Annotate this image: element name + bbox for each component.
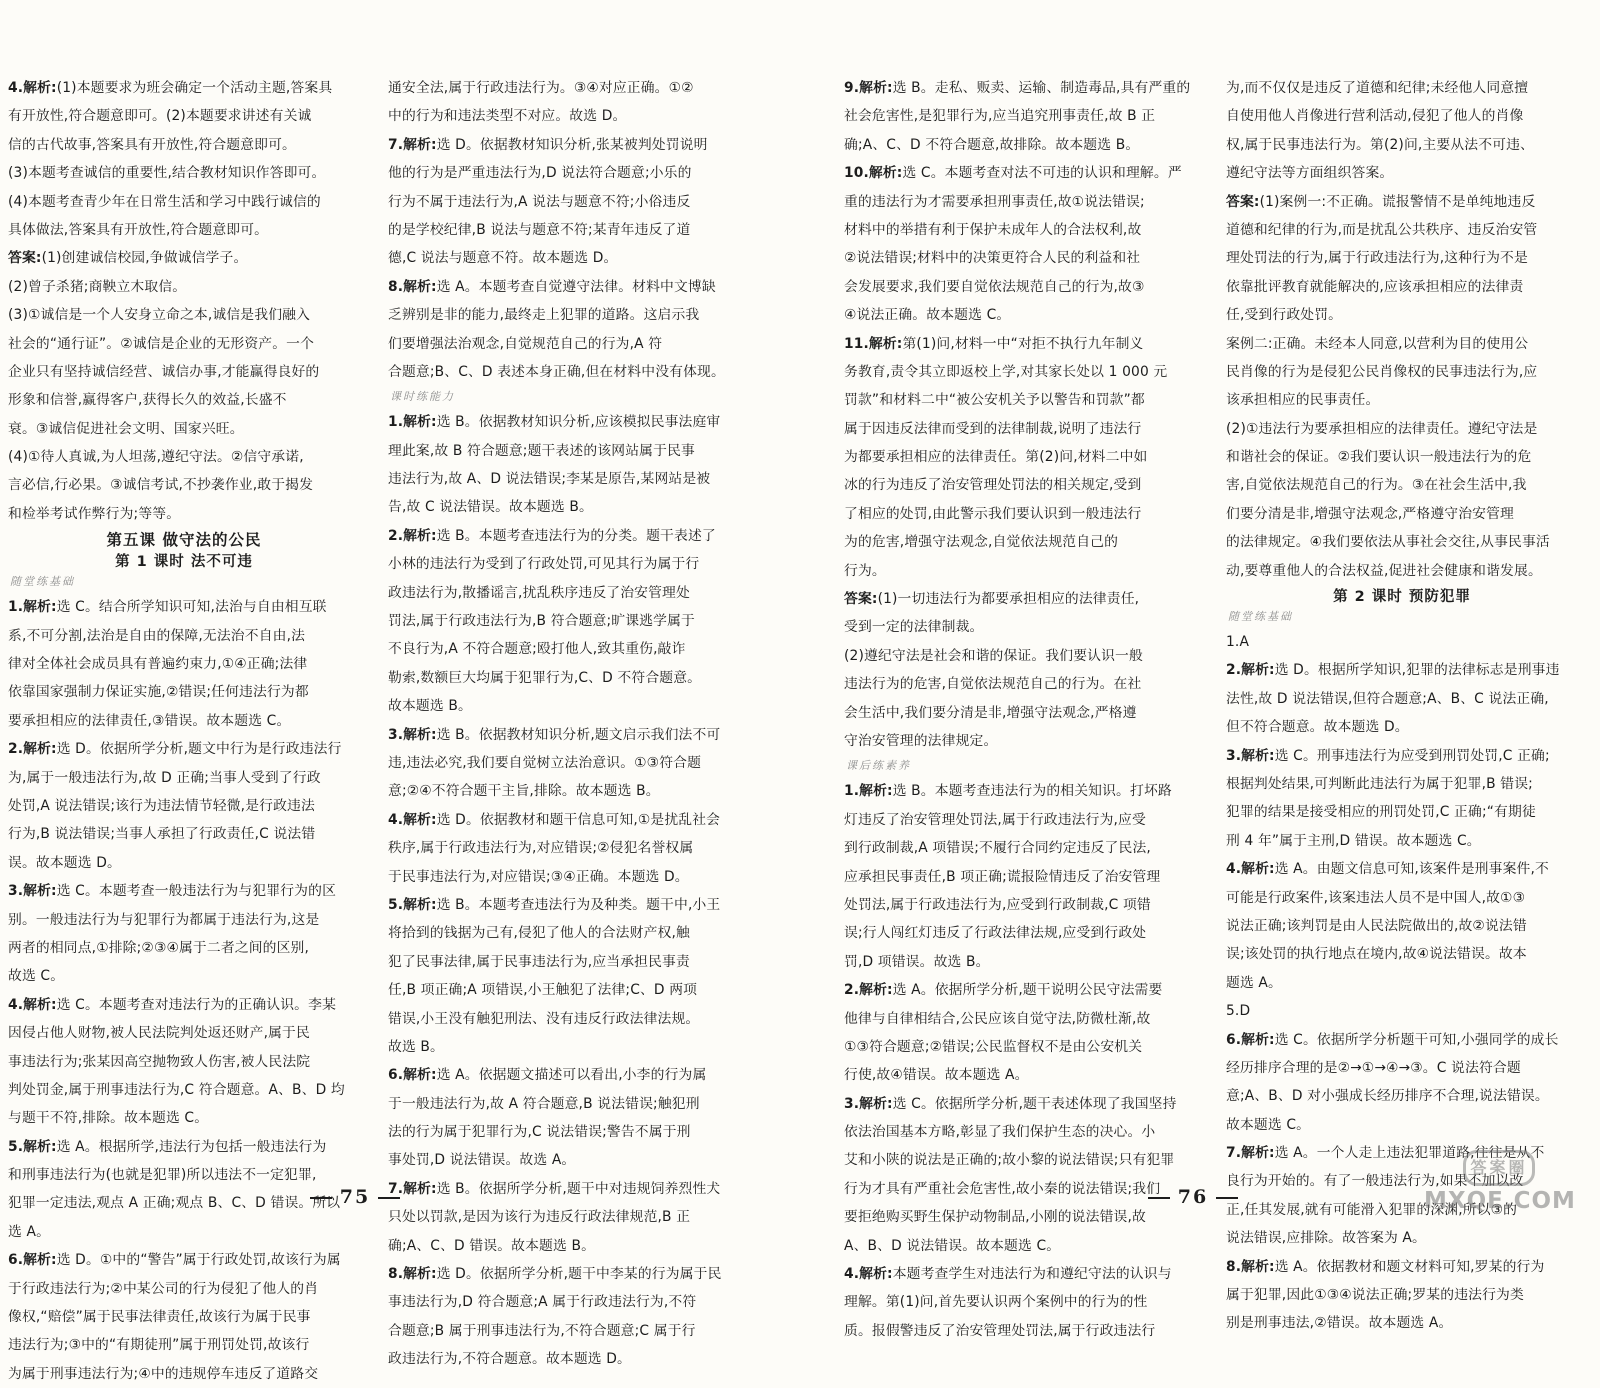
- text-line: 8.解析:选 D。依据所学分析,题干中李某的行为属于民: [388, 1266, 722, 1283]
- text-line: 通安全法,属于行政违法行为。③④对应正确。①②: [388, 80, 694, 96]
- text-line: 德,C 说法与题意不符。故本题选 D。: [388, 250, 618, 267]
- answer-marker: 8.解析:: [388, 278, 437, 295]
- text-line: 告,故 C 说法错误。故本题选 B。: [388, 499, 593, 516]
- text-line: 到行政制裁,A 项错误;不履行合同约定违反了民法,: [844, 840, 1151, 857]
- answer-marker: 5.解析:: [8, 1138, 57, 1155]
- text-line: 故本题选 C。: [1226, 1116, 1311, 1133]
- answer-marker: 6.解析:: [388, 1067, 437, 1084]
- text-line: ②说法错误;材料中的决策更符合人民的利益和社: [844, 250, 1141, 267]
- dash-decoration: [310, 1197, 332, 1199]
- text-line: (3)本题考查诚信的重要性,结合教材知识作答即可。: [8, 165, 326, 182]
- answer-marker: 7.解析:: [388, 136, 437, 153]
- answer-marker: 1.解析:: [388, 414, 437, 431]
- answer-marker: 9.解析:: [844, 80, 893, 96]
- text-line: 形象和信誉,赢得客户,获得长久的效益,长盛不: [8, 392, 287, 409]
- text-line: 误。故本题选 D。: [8, 854, 121, 871]
- dash-decoration: [378, 1197, 400, 1199]
- text-line: 遵纪守法等方面组织答案。: [1226, 165, 1394, 182]
- answer-marker: 11.解析:: [844, 335, 903, 352]
- column-2: [388, 74, 740, 1374]
- text-line: 判处罚金,属于刑事违法行为,C 符合题意。A、B、D 均: [8, 1081, 345, 1098]
- text-line: 会发展要求,我们要自觉依法规范自己的行为,故③: [844, 278, 1145, 295]
- text-line: 系,不可分割,法治是自由的保障,无法治不自由,法: [8, 627, 306, 644]
- text-line: 8.解析:选 A。本题考查自觉遵守法律。材料中文博缺: [388, 278, 716, 295]
- text-line: 将拾到的钱据为己有,侵犯了他人的合法财产权,触: [388, 925, 690, 942]
- text-line: 行为才具有严重社会危害性,故小秦的说法错误;我们: [844, 1180, 1161, 1197]
- text-line: 6.解析:选 C。依据所学分析题干可知,小强同学的成长: [1226, 1031, 1559, 1048]
- text-line: 行使,故④错误。故本题选 A。: [844, 1067, 1029, 1084]
- text-line: (3)①诚信是一个人安身立命之本,诚信是我们融入: [8, 307, 311, 324]
- text-line: 但不符合题意。故本题选 D。: [1226, 719, 1409, 736]
- text-line: 4.解析:选 D。依据教材和题干信息可知,①是扰乱社会: [388, 811, 721, 828]
- text-line: 中的行为和违法类型不对应。故选 D。: [388, 108, 627, 125]
- text-line: 处罚,A 说法错误;该行为违法情节轻微,是行政违法: [8, 797, 315, 814]
- text-line: 政违法行为,散播谣言,扰乱秩序违反了治安管理处: [388, 584, 690, 601]
- text-line: 衰。③诚信促进社会文明、国家兴旺。: [8, 420, 244, 437]
- text-line: 的法律规定。④我们要依法从事社会交往,从事民事活: [1226, 534, 1550, 551]
- text-line: 重的违法行为才需要承担刑事责任,故①说法错误;: [844, 193, 1145, 210]
- text-line: 可能是行政案件,该案违法人员不是中国人,故①③: [1226, 889, 1526, 906]
- text-line: 9.解析:选 B。走私、贩卖、运输、制造毒品,具有严重的: [844, 80, 1191, 96]
- column-3: [844, 74, 1196, 1345]
- text-line: 违法行为,故 A、D 说法错误;李某是原告,某网站是被: [388, 471, 711, 488]
- text-line: 道德和纪律的行为,而是扰乱公共秩序、违反治安管: [1226, 221, 1538, 238]
- text-line: 的是学校纪律,B 说法与题意不符;某青年违反了道: [388, 221, 691, 238]
- text-line: 罚法,属于行政违法行为,B 符合题意;旷课逃学属于: [388, 613, 695, 630]
- text-line: 应承担民事责任,B 项正确;谎报险情违反了治安管理: [844, 868, 1161, 885]
- text-line: 1.解析:选 C。结合所学知识可知,法治与自由相互联: [8, 599, 327, 616]
- text-line: 因侵占他人财物,被人民法院判处返还财产,属于民: [8, 1025, 310, 1042]
- lesson-title: 第五课 做守法的公民: [106, 531, 262, 550]
- text-line: 行为,B 说法错误;当事人承担了行政责任,C 说法错: [8, 826, 316, 843]
- text-line: 答案:(1)案例一:不正确。谎报警情不是单纯地违反: [1226, 193, 1536, 210]
- text-line: 像权,“赔偿”属于民事法律责任,故该行为属于民事: [8, 1309, 311, 1326]
- text-line: 10.解析:选 C。本题考查对法不可违的认识和理解。严: [844, 165, 1182, 182]
- text-line: 要承担相应的法律责任,③错误。故本题选 C。: [8, 712, 291, 729]
- answer-marker: 7.解析:: [1226, 1145, 1275, 1162]
- text-line: 信的古代故事,答案具有开放性,符合题意即可。: [8, 136, 297, 153]
- answer-marker: 答案:: [844, 591, 878, 608]
- text-line: (2)①违法行为要承担相应的法律责任。遵纪守法是: [1226, 420, 1538, 437]
- text-line: 不良行为,A 不符合题意;殴打他人,致其重伤,敲诈: [388, 641, 686, 658]
- answer-marker: 2.解析:: [388, 527, 437, 544]
- text-line: 们要分清是非,增强守法观念,严格遵守治安管理: [1226, 505, 1515, 522]
- answer-marker: 2.解析:: [8, 741, 57, 758]
- column-4: [1226, 74, 1578, 1338]
- text-line: 们要增强法治观念,自觉规范自己的行为,A 符: [388, 335, 663, 352]
- section-label: 课后练素养: [846, 759, 911, 773]
- text-line: 权,属于民事违法行为。第(2)问,主要从法不可违、: [1226, 136, 1535, 153]
- text-line: 为,属于一般违法行为,故 D 正确;当事人受到了行政: [8, 769, 321, 786]
- text-line: 说法错误,应排除。故答案为 A。: [1226, 1230, 1426, 1247]
- text-line: (2)曾子杀猪;商鞅立木取信。: [8, 278, 187, 295]
- text-line: 正,任其发展,就有可能滑入犯罪的深渊,所以③的: [1226, 1201, 1518, 1218]
- text-line: 属于犯罪,因此①③④说法正确;罗某的违法行为类: [1226, 1287, 1524, 1304]
- text-line: 2.解析:选 D。根据所学知识,犯罪的法律标志是刑事违: [1226, 662, 1560, 679]
- answer-marker: 3.解析:: [844, 1095, 893, 1112]
- text-line: (4)①待人真诚,为人坦荡,遵纪守法。②信守承诺,: [8, 449, 304, 466]
- answer-marker: 6.解析:: [1226, 1031, 1275, 1048]
- text-line: 7.解析:选 B。依据所学分析,题干中对违规饲养烈性犬: [388, 1180, 721, 1197]
- text-line: 为的危害,增强守法观念,自觉依法规范自己的: [844, 534, 1119, 551]
- text-line: 任,B 项正确;A 项错误,小王触犯了法律;C、D 两项: [388, 982, 698, 999]
- text-line: 受到一定的法律制裁。: [844, 619, 984, 636]
- text-line: 为属于刑事违法行为;④中的违规停车违反了道路交: [8, 1365, 319, 1382]
- text-line: 答案:(1)一切违法行为都要承担相应的法律责任,: [844, 591, 1140, 608]
- text-line: 为都要承担相应的法律责任。第(2)问,材料二中如: [844, 449, 1148, 466]
- text-line: 合题意;B 属于刑事违法行为,不符合题意;C 属于行: [388, 1322, 696, 1339]
- dash-decoration: [1216, 1197, 1238, 1199]
- text-line: 良行为开始的。有了一般违法行为,如果不加以改: [1226, 1173, 1524, 1190]
- text-line: 为,而不仅仅是违反了道德和纪律;未经他人同意擅: [1226, 80, 1529, 96]
- text-line: 罚款”和材料二中“被公安机关予以警告和罚款”都: [844, 392, 1145, 409]
- answer-marker: 答案:: [1226, 193, 1260, 210]
- answer-marker: 答案:: [8, 250, 42, 267]
- text-line: 2.解析:选 D。依据所学分析,题文中行为是行政违法行: [8, 741, 342, 758]
- text-line: 行为。: [844, 562, 886, 579]
- text-line: 具体做法,答案具有开放性,符合题意即可。: [8, 221, 269, 238]
- answer-marker: 4.解析:: [8, 996, 57, 1013]
- text-line: 1.解析:选 B。本题考查违法行为的相关知识。打坏路: [844, 783, 1172, 800]
- dash-decoration: [1148, 1197, 1170, 1199]
- text-line: 勒索,数额巨大均属于犯罪行为,C、D 不符合题意。: [388, 669, 702, 686]
- text-line: 错误,小王没有触犯刑法、没有违反行政法律法规。: [388, 1010, 700, 1027]
- text-line: 4.解析:(1)本题要求为班会确定一个活动主题,答案具: [8, 80, 333, 96]
- text-line: 任,受到行政处罚。: [1226, 307, 1343, 324]
- text-line: (4)本题考查青少年在日常生活和学习中践行诚信的: [8, 193, 321, 210]
- text-line: 有开放性,符合题意即可。(2)本题要求讲述有关诚: [8, 108, 312, 125]
- left-page: [0, 0, 792, 1382]
- text-line: 选 A。: [8, 1223, 51, 1240]
- text-line: 他的行为是严重违法行为,D 说法符合题意;小乐的: [388, 165, 692, 182]
- answer-marker: 5.解析:: [388, 896, 437, 913]
- text-line: 务教育,责令其立即返校上学,对其家长处以 1 000 元: [844, 363, 1168, 380]
- text-line: 根据判处结果,可判断此违法行为属于犯罪,B 错误;: [1226, 775, 1533, 792]
- text-line: 与题干不符,排除。故本题选 C。: [8, 1110, 209, 1127]
- text-line: 刑 4 年”属于主刑,D 错误。故本题选 C。: [1226, 832, 1481, 849]
- answer-marker: 1.解析:: [844, 783, 893, 800]
- text-line: 罚,D 项错误。故选 B。: [844, 953, 990, 970]
- period-title: 第 2 课时 预防犯罪: [1333, 589, 1471, 606]
- text-line: 他律与自律相结合,公民应该自觉守法,防微杜渐,故: [844, 1010, 1151, 1027]
- answer-marker: 3.解析:: [8, 883, 57, 900]
- text-line: 守治安管理的法律规定。: [844, 732, 998, 749]
- text-line: 3.解析:选 C。本题考查一般违法行为与犯罪行为的区: [8, 883, 337, 900]
- text-line: 1.A: [1226, 634, 1250, 651]
- text-line: 于民事违法行为,对应错误;③④正确。本题选 D。: [388, 868, 689, 885]
- section-label: 随堂练基础: [10, 575, 75, 589]
- answer-marker: 8.解析:: [1226, 1258, 1275, 1275]
- text-line: 小林的违法行为受到了行政处罚,可见其行为属于行: [388, 556, 700, 573]
- text-line: 题选 A。: [1226, 974, 1282, 991]
- text-line: 4.解析:选 A。由题文信息可知,该案件是刑事案件,不: [1226, 861, 1549, 878]
- text-line: 别是刑事违法,②错误。故本题选 A。: [1226, 1315, 1453, 1332]
- answer-marker: 4.解析:: [8, 80, 57, 96]
- watermark-badge: 答案圈: [1463, 1150, 1535, 1186]
- text-line: 5.解析:选 A。根据所学,违法行为包括一般违法行为: [8, 1138, 327, 1155]
- answer-marker: 4.解析:: [844, 1266, 893, 1283]
- watermark-domain: MXQE.COM: [1424, 1188, 1576, 1214]
- text-line: 违,违法必究,我们要自觉树立法治意识。①③符合题: [388, 754, 702, 771]
- text-line: 事违法行为,D 符合题意;A 属于行政违法行为,不符: [388, 1294, 697, 1311]
- text-line: 7.解析:选 A。一个人走上违法犯罪道路,往往是从不: [1226, 1145, 1545, 1162]
- text-line: (2)遵纪守法是社会和谐的保证。我们要认识一般: [844, 647, 1143, 664]
- text-line: 言必信,行必果。③诚信考试,不抄袭作业,敢于揭发: [8, 477, 314, 494]
- text-line: 事处罚,D 说法错误。故选 A。: [388, 1152, 576, 1169]
- text-line: ④说法正确。故本题选 C。: [844, 307, 1011, 324]
- text-line: 犯罪的结果是接受相应的刑罚处罚,C 正确;“有期徒: [1226, 804, 1536, 821]
- text-line: 故本题选 B。: [388, 698, 472, 715]
- section-label: 随堂练基础: [1228, 610, 1293, 624]
- text-line: 合题意;B、C、D 表述本身正确,但在材料中没有体现。: [388, 363, 725, 380]
- text-line: 法的行为属于犯罪行为,C 说法错误;警告不属于刑: [388, 1124, 691, 1141]
- text-line: 律对全体社会成员具有普遍约束力,①④正确;法律: [8, 656, 308, 673]
- text-line: 材料中的举措有利于保护未成年人的合法权利,故: [844, 221, 1142, 238]
- text-line: 3.解析:选 C。依据所学分析,题干表述体现了我国坚持: [844, 1095, 1177, 1112]
- answer-marker: 2.解析:: [844, 982, 893, 999]
- answer-marker: 3.解析:: [388, 726, 437, 743]
- text-line: 社会的“通行证”。②诚信是企业的无形资产。一个: [8, 335, 315, 352]
- text-line: 民肖像的行为是侵犯公民肖像权的民事违法行为,应: [1226, 363, 1538, 380]
- answer-marker: 7.解析:: [388, 1180, 437, 1197]
- page-number-text: 76: [1177, 1186, 1209, 1208]
- answer-marker: 6.解析:: [8, 1252, 57, 1269]
- text-line: 和刑事违法行为(也就是犯罪)所以违法不一定犯罪,: [8, 1167, 317, 1184]
- text-line: 5.D: [1226, 1003, 1251, 1020]
- page-number-right: [1138, 1186, 1248, 1208]
- text-line: 依法治国基本方略,彰显了我们保护生态的决心。小: [844, 1124, 1156, 1141]
- text-line: 理处罚法的行为,属于行政违法行为,这种行为不是: [1226, 250, 1528, 267]
- text-line: 4.解析:选 C。本题考查对违法行为的正确认识。李某: [8, 996, 337, 1013]
- text-line: 确;A、C、D 不符合题意,故排除。故本题选 B。: [844, 136, 1140, 153]
- answer-marker: 2.解析:: [1226, 662, 1275, 679]
- text-line: 质。报假警违反了治安管理处罚法,属于行政违法行: [844, 1322, 1156, 1339]
- text-line: 11.解析:第(1)问,材料一中“对拒不执行九年制义: [844, 335, 1144, 352]
- text-line: 行为不属于违法行为,A 说法与题意不符;小俗违反: [388, 193, 691, 210]
- text-line: 1.解析:选 B。依据教材知识分析,应该模拟民事法庭审: [388, 414, 721, 431]
- text-line: 误;行人闯红灯违反了行政法律法规,应受到行政处: [844, 925, 1147, 942]
- text-line: 犯了民事法律,属于民事违法行为,应当承担民事责: [388, 953, 690, 970]
- text-line: 说法正确;该判罚是由人民法院做出的,故②说法错: [1226, 917, 1527, 934]
- text-line: 经历排序合理的是②→①→④→③。C 说法符合题: [1226, 1059, 1521, 1076]
- text-line: 意;A、B、D 对小强成长经历排序不合理,说法错误。: [1226, 1088, 1549, 1105]
- text-line: 依靠批评教育就能解决的,应该承担相应的法律责: [1226, 278, 1524, 295]
- text-line: 3.解析:选 B。依据教材知识分析,题文启示我们法不可: [388, 726, 721, 743]
- page-number-text: 75: [339, 1186, 371, 1208]
- text-line: 乏辨别是非的能力,最终走上犯罪的道路。这启示我: [388, 307, 700, 324]
- text-line: 和谐社会的保证。②我们要认识一般违法行为的危: [1226, 449, 1532, 466]
- text-line: 属于因违反法律而受到的法律制裁,说明了违法行: [844, 420, 1142, 437]
- answer-marker: 10.解析:: [844, 165, 903, 182]
- text-line: 依靠国家强制力保证实施,②错误;任何违法行为都: [8, 684, 309, 701]
- text-line: 两者的相同点,①排除;②③④属于二者之间的区别,: [8, 939, 310, 956]
- text-line: 违法行为的危害,自觉依法规范自己的行为。在社: [844, 676, 1142, 693]
- text-line: 于行政违法行为;②中某公司的行为侵犯了他人的肖: [8, 1280, 319, 1297]
- text-line: 社会危害性,是犯罪行为,应当追究刑事责任,故 B 正: [844, 108, 1156, 125]
- text-line: 于一般违法行为,故 A 符合题意,B 说法错误;触犯刑: [388, 1095, 700, 1112]
- text-line: 6.解析:选 A。依据题文描述可以看出,小李的行为属: [388, 1067, 707, 1084]
- text-line: 7.解析:选 D。依据教材知识分析,张某被判处罚说明: [388, 136, 708, 153]
- text-line: 会生活中,我们要分清是非,增强守法观念,严格遵: [844, 704, 1137, 721]
- period-title: 第 1 课时 法不可违: [115, 554, 253, 571]
- answer-marker: 8.解析:: [388, 1266, 437, 1283]
- text-line: 4.解析:本题考查学生对违法行为和遵纪守法的认识与: [844, 1266, 1172, 1283]
- text-line: 别。一般违法行为与犯罪行为都属于违法行为,这是: [8, 911, 320, 928]
- text-line: ①③符合题意;②错误;公民监督权不是由公安机关: [844, 1038, 1143, 1055]
- answer-marker: 4.解析:: [1226, 861, 1275, 878]
- text-line: 2.解析:选 A。依据所学分析,题干说明公民守法需要: [844, 982, 1163, 999]
- text-line: 2.解析:选 B。本题考查违法行为的分类。题干表述了: [388, 527, 716, 544]
- text-line: 犯罪一定违法,观点 A 正确;观点 B、C、D 错误。所以: [8, 1195, 341, 1212]
- text-line: A、B、D 说法错误。故本题选 C。: [844, 1237, 1061, 1254]
- watermark-logo: [1424, 1150, 1574, 1216]
- section-label: 课时练能力: [390, 390, 455, 404]
- text-line: 该承担相应的民事责任。: [1226, 392, 1380, 409]
- text-line: 企业只有坚持诚信经营、诚信办事,才能赢得良好的: [8, 363, 320, 380]
- text-line: 3.解析:选 C。刑事违法行为应受到刑罚处罚,C 正确;: [1226, 747, 1550, 764]
- text-line: 事违法行为;张某因高空抛物致人伤害,被人民法院: [8, 1053, 311, 1070]
- text-line: 秩序,属于行政违法行为,对应错误;②侵犯名誉权属: [388, 840, 694, 857]
- answer-marker: 4.解析:: [388, 811, 437, 828]
- text-line: 和检举考试作弊行为;等等。: [8, 505, 181, 522]
- text-line: 误;该处罚的执行地点在境内,故④说法错误。故本: [1226, 946, 1527, 963]
- text-line: 8.解析:选 A。依据教材和题文材料可知,罗某的行为: [1226, 1258, 1545, 1275]
- text-line: 法性,故 D 说法错误,但符合题意;A、B、C 说法正确,: [1226, 690, 1549, 707]
- text-line: 灯违反了治安管理处罚法,属于行政违法行为,应受: [844, 811, 1146, 828]
- text-line: 违法行为;③中的“有期徒刑”属于刑罚处罚,故该行: [8, 1337, 310, 1354]
- text-line: 意;②④不符合题干主旨,排除。故本题选 B。: [388, 783, 660, 800]
- text-line: 案例二:正确。未经本人同意,以营利为目的使用公: [1226, 335, 1529, 352]
- text-line: 故选 C。: [8, 968, 65, 985]
- text-line: 害,自觉依法规范自己的行为。③在社会生活中,我: [1226, 477, 1527, 494]
- text-line: 答案:(1)创建诚信校园,争做诚信学子。: [8, 250, 248, 267]
- text-line: 5.解析:选 B。本题考查违法行为及种类。题干中,小王: [388, 896, 721, 913]
- answer-marker: 3.解析:: [1226, 747, 1275, 764]
- text-line: 要拒绝购买野生保护动物制品,小刚的说法错误,故: [844, 1209, 1146, 1226]
- answer-marker: 1.解析:: [8, 599, 57, 616]
- page-number-left: [300, 1186, 410, 1208]
- text-line: 艾和小陕的说法是正确的;故小黎的说法错误;只有犯罪: [844, 1152, 1175, 1169]
- text-line: 处罚法,属于行政违法行为,应受到行政制裁,C 项错: [844, 896, 1151, 913]
- text-line: 只处以罚款,是因为该行为违反行政法律规范,B 正: [388, 1209, 691, 1226]
- text-line: 6.解析:选 D。①中的“警告”属于行政处罚,故该行为属: [8, 1252, 341, 1269]
- text-line: 了相应的处罚,由此警示我们要认识到一般违法行: [844, 505, 1142, 522]
- text-line: 理解。第(1)问,首先要认识两个案例中的行为的性: [844, 1294, 1148, 1311]
- text-line: 动,要尊重他人的合法权益,促进社会健康和谐发展。: [1226, 562, 1542, 579]
- text-line: 理此案,故 B 符合题意;题干表述的该网站属于民事: [388, 442, 695, 459]
- text-line: 确;A、C、D 错误。故本题选 B。: [388, 1237, 596, 1254]
- right-page: [808, 0, 1600, 1339]
- text-line: 故选 B。: [388, 1038, 444, 1055]
- text-line: 政违法行为,不符合题意。故本题选 D。: [388, 1351, 631, 1368]
- text-line: 自使用他人肖像进行营利活动,侵犯了他人的肖像: [1226, 108, 1524, 125]
- text-line: 冰的行为违反了治安管理处罚法的相关规定,受到: [844, 477, 1142, 494]
